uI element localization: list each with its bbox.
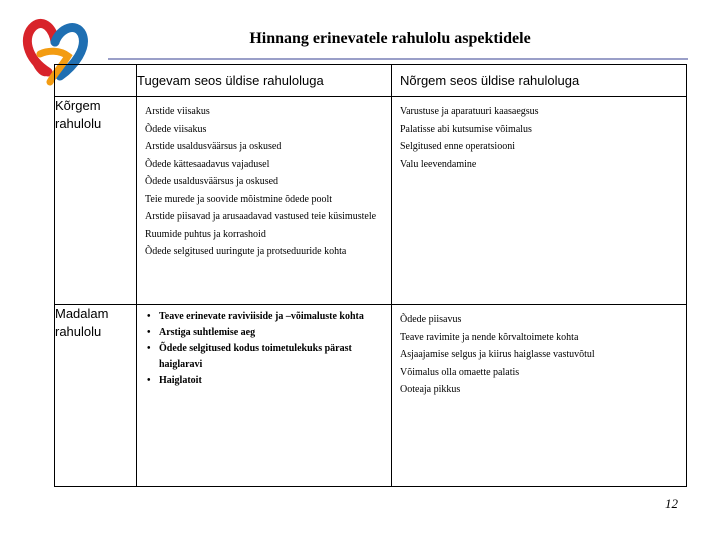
bullet-item: • Teave erinevate raviviiside ja –võimaluste kohta [145,309,383,325]
list-item: Asjaajamise selgus ja kiirus haiglasse vastuvõtul [400,349,595,360]
list-item: Valu leevendamine [400,158,477,170]
list-item: Varustuse ja aparatuuri kaasaegsus [400,106,539,117]
list-item: Ooteaja pikkus [400,384,461,395]
list-item: Teave ravimite ja nende kõrvaltoimete kohta [400,331,579,343]
table-row [55,305,687,487]
list-item: Arstide piisavad ja arusaadavad vastused teie küsimustele [145,211,377,222]
cell-lower-weak [392,305,687,487]
title-divider [108,58,688,60]
list-item: Õdede viisakus [145,123,207,135]
list-item: Ruumide puhtus ja korrashoid [145,228,266,240]
header-strong-link: Tugevam seos üldise rahuloluga [137,65,392,97]
header-weak-link: Nõrgem seos üldise rahuloluga [392,65,687,97]
cell-lower-strong [137,305,392,487]
list-item: Õdede selgitused uuringute ja protseduuride kohta [145,246,347,257]
page-number: 12 [665,496,678,511]
bullet-item: • Haiglatoit [145,373,383,389]
cell-higher-strong [137,97,392,305]
list-item: Võimalus olla omaette palatis [400,366,520,378]
page-title: Hinnang erinevatele rahulolu aspektidele [249,30,531,47]
row-label-lower-satisfaction: Madalam rahulolu [55,305,137,487]
list-item: Õdede kättesaadavus vajadusel [145,158,270,170]
table-row [55,97,687,305]
list-item: Palatisse abi kutsumise võimalus [400,123,532,135]
cell-higher-weak [392,97,687,305]
row-label-higher-satisfaction: Kõrgem rahulolu [55,97,137,305]
list-item: Õdede piisavus [400,314,462,325]
table-header-row [55,65,687,97]
list-item: Õdede usaldusväärsus ja oskused [145,176,279,187]
list-item: Arstide viisakus [145,106,210,117]
satisfaction-table [54,64,687,487]
list-item: Teie murede ja soovide mõistmine õdede poolt [145,193,333,205]
bullet-item: • Õdede selgitused kodus toimetulekuks pärast haiglaravi [145,341,383,373]
header-empty-cell [55,65,137,97]
logo-red-ribbon [27,23,55,72]
list-item: Selgitused enne operatsiooni [400,141,515,152]
list-item: Arstide usaldusväärsus ja oskused [145,141,282,152]
bullet-item: • Arstiga suhtlemise aeg [145,325,383,341]
